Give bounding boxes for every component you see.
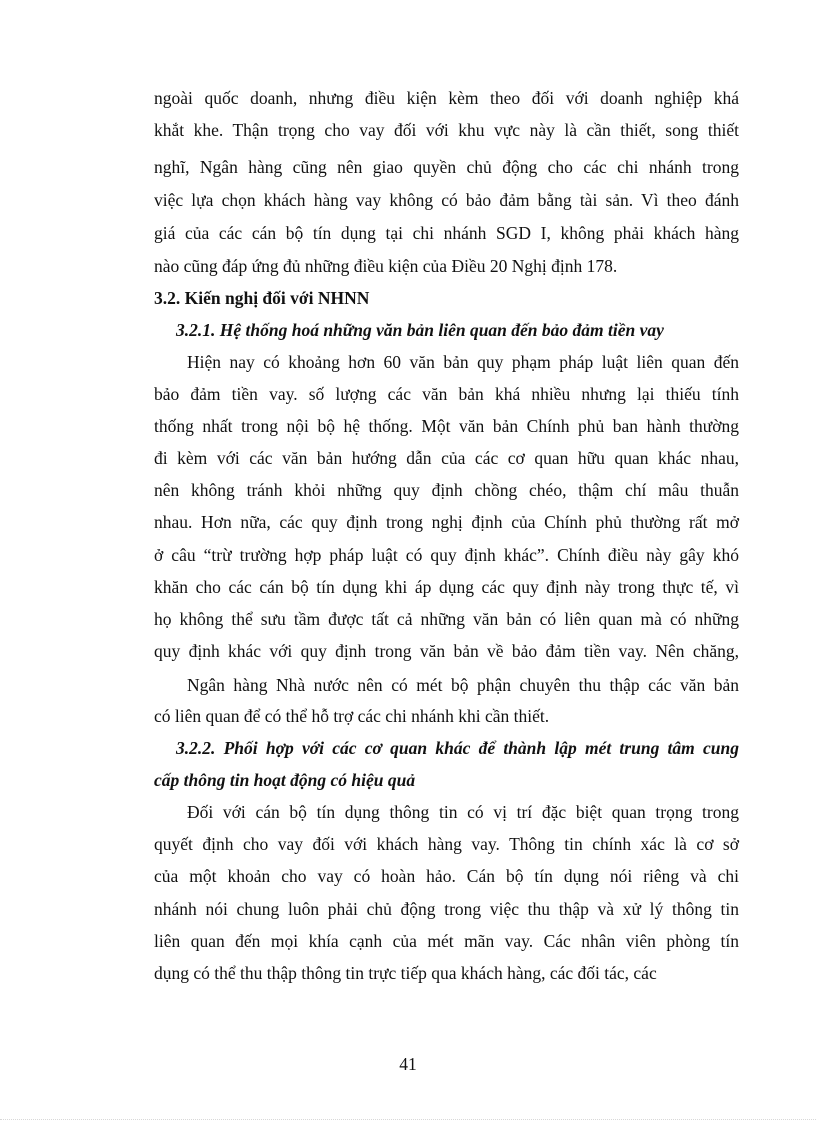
section-heading: 3.2. Kiến nghị đối với NHNN <box>154 288 370 308</box>
page-bottom-divider <box>0 1119 816 1120</box>
text-line: dụng có thể thu thập thông tin trực tiếp qua khách hàng, các đối tác, các <box>154 963 657 983</box>
text-line: giá của các cán bộ tín dụng tại chi nhánh SGD I, không phải khách hàng <box>154 223 739 243</box>
text-line: khắt khe. Thận trọng cho vay đối với khu vực này là cần thiết, song thiết <box>154 120 739 140</box>
text-line: có liên quan để có thể hỗ trợ các chi nhánh khi cần thiết. <box>154 706 550 726</box>
text-line: của một khoản cho vay có hoàn hảo. Cán bộ tín dụng nói riêng và chi <box>154 866 739 886</box>
text-line: thống nhất trong nội bộ hệ thống. Một văn bản Chính phủ ban hành thường <box>154 416 739 436</box>
text-line: họ không thể sưu tầm được tất cả những văn bản có liên quan mà có những <box>154 609 739 629</box>
text-line: nên không tránh khỏi những quy định chồng chéo, thậm chí mâu thuẫn <box>154 480 739 500</box>
text-line: khăn cho các cán bộ tín dụng khi áp dụng các quy định này trong thực tế, vì <box>154 577 739 597</box>
subsection-heading: cấp thông tin hoạt động có hiệu quả <box>154 770 416 790</box>
text-line: nghĩ, Ngân hàng cũng nên giao quyền chủ động cho các chi nhánh trong <box>154 157 739 177</box>
text-line: Đối với cán bộ tín dụng thông tin có vị trí đặc biệt quan trọng trong <box>187 802 739 822</box>
text-line: Ngân hàng Nhà nước nên có mét bộ phận chuyên thu thập các văn bản <box>187 675 739 695</box>
subsection-heading: 3.2.1. Hệ thống hoá những văn bản liên quan đến bảo đảm tiền vay <box>176 320 664 340</box>
text-line: ở câu “trừ trường hợp pháp luật có quy định khác”. Chính điều này gây khó <box>154 545 739 565</box>
text-line: nhau. Hơn nữa, các quy định trong nghị định của Chính phủ thường rất mở <box>154 512 739 532</box>
text-line: nào cũng đáp ứng đủ những điều kiện của Điều 20 Nghị định 178. <box>154 256 618 276</box>
subsection-heading: 3.2.2. Phối hợp với các cơ quan khác để thành lập mét trung tâm cung <box>176 738 739 758</box>
text-line: ngoài quốc doanh, nhưng điều kiện kèm theo đối với doanh nghiệp khá <box>154 88 739 108</box>
text-line: đi kèm với các văn bản hướng dẫn của các cơ quan hữu quan khác nhau, <box>154 448 739 468</box>
text-line: việc lựa chọn khách hàng vay không có bảo đảm bằng tài sản. Vì theo đánh <box>154 190 739 210</box>
text-line: liên quan đến mọi khía cạnh của mét mãn vay. Các nhân viên phòng tín <box>154 931 739 951</box>
text-line: quyết định cho vay đối với khách hàng vay. Thông tin chính xác là cơ sở <box>154 834 739 854</box>
text-line: quy định khác với quy định trong văn bản về bảo đảm tiền vay. Nên chăng, <box>154 641 739 661</box>
text-line: Hiện nay có khoảng hơn 60 văn bản quy phạm pháp luật liên quan đến <box>187 352 739 372</box>
text-line: nhánh nói chung luôn phải chủ động trong việc thu thập và xử lý thông tin <box>154 899 739 919</box>
page-number: 41 <box>399 1054 417 1074</box>
text-line: bảo đảm tiền vay. số lượng các văn bản khá nhiều nhưng lại thiếu tính <box>154 384 739 404</box>
